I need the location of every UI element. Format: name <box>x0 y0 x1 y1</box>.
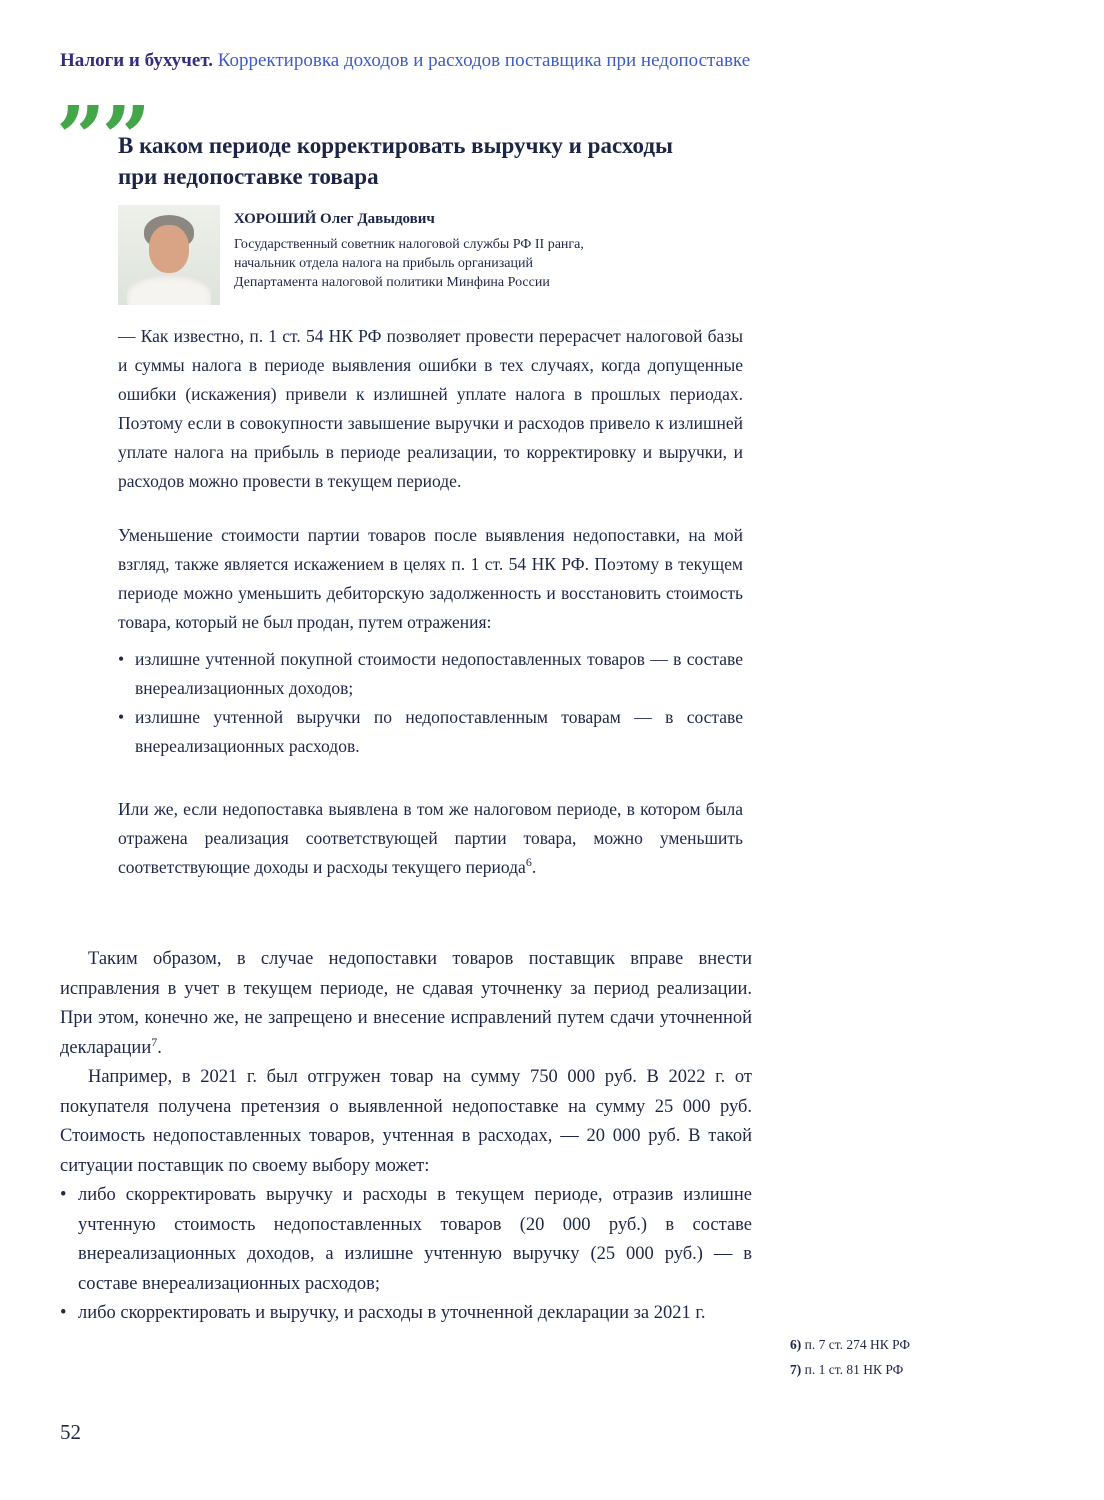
expert-credential-line2: начальник отдела налога на прибыль организаций <box>234 256 533 271</box>
main-paragraph-1-text: Таким образом, в случае недопоставки товаров поставщик вправе внести исправления в учет в текущем периоде, не сдавая уточненку за период реализации. При этом, конечно же, не запрещено и внесение исправлений путем сдачи уточненной декларации <box>60 949 752 1058</box>
answer-paragraph-3-text: Или же, если недопоставка выявлена в том же налоговом периоде, в котором была отражена реализация соответствующей партии товара, можно уменьшить соответствующие доходы и расходы текущего периода <box>118 799 743 877</box>
footnote-7-text: п. 1 ст. 81 НК РФ <box>801 1362 904 1377</box>
main-text-block <box>60 945 752 1329</box>
footnote-6-text: п. 7 ст. 274 НК РФ <box>801 1337 911 1352</box>
answer-bullet-item: • излишне учтенной выручки по недопоставленным товарам — в составе внереализационных расходов. <box>118 703 743 761</box>
expert-info <box>234 205 584 305</box>
article-title-line1: В каком периоде корректировать выручку и расходы <box>118 133 673 158</box>
quote-icon: ”” <box>56 88 147 189</box>
expert-name: ХОРОШИЙ Олег Давыдович <box>234 211 435 227</box>
expert-credential-line1: Государственный советник налоговой службы РФ II ранга, <box>234 237 584 252</box>
main-bullet-list <box>60 1181 752 1329</box>
expert-answer-block <box>118 322 743 882</box>
main-bullet-item: • либо скорректировать выручку и расходы в текущем периоде, отразив излишне учтенную стоимость недопоставленных товаров (20 000 руб.) в составе внереализационных доходов, а излишне учтенную выручку (25 000 руб.) — в составе внереализационных расходов; <box>60 1181 752 1299</box>
header-article-subtitle: Корректировка доходов и расходов поставщика при недопоставке <box>212 50 751 71</box>
page-number: 52 <box>60 1420 81 1444</box>
article-title-line2: при недопоставке товара <box>118 164 379 189</box>
answer-paragraph-3 <box>118 795 743 882</box>
expert-credential-line3: Департамента налоговой политики Минфина России <box>234 275 550 290</box>
main-paragraph-1-period: . <box>157 1037 162 1058</box>
footnote-7-number: 7) <box>790 1362 802 1377</box>
expert-photo-torso <box>127 273 211 305</box>
main-paragraph-2: Например, в 2021 г. был отгружен товар на сумму 750 000 руб. В 2022 г. от покупателя получена претензия о выявленной недопоставке на сумму 25 000 руб. Стоимость недопоставленных товаров, учтенная в расходах, — 20 000 руб. В такой ситуации поставщик по своему выбору может: <box>60 1067 752 1176</box>
footnotes <box>790 1332 910 1382</box>
answer-bullet-list <box>118 645 743 761</box>
footnote-7 <box>790 1357 910 1382</box>
answer-paragraph-2: Уменьшение стоимости партии товаров после выявления недопоставки, на мой взгляд, также является искажением в целях п. 1 ст. 54 НК РФ. Поэтому в текущем периоде можно уменьшить дебиторскую задолженность и восстановить стоимость товара, который не был продан, путем отражения: <box>118 525 743 632</box>
main-bullet-item: • либо скорректировать и выручку, и расходы в уточненной декларации за 2021 г. <box>60 1299 752 1329</box>
answer-paragraph-3-period: . <box>531 857 537 877</box>
magazine-section-title: Налоги и бухучет. <box>60 50 213 71</box>
expert-photo-face <box>149 225 189 273</box>
answer-bullet-item: • излишне учтенной покупной стоимости недопоставленных товаров — в составе внереализационных доходов; <box>118 645 743 703</box>
expert-photo <box>118 205 220 305</box>
answer-paragraph-1: — Как известно, п. 1 ст. 54 НК РФ позволяет провести перерасчет налоговой базы и суммы налога в периоде выявления ошибки в тех случаях, когда допущенные ошибки (искажения) привели к излишней уплате налога в прошлых периодах. Поэтому если в совокупности завышение выручки и расходов привело к излишней уплате налога на прибыль в периоде реализации, то корректировку и выручки, и расходов можно провести в текущем периоде. <box>118 326 743 491</box>
expert-block <box>118 205 584 305</box>
footnote-6 <box>790 1332 910 1357</box>
main-paragraph-1 <box>60 945 752 1063</box>
article-title <box>118 130 673 192</box>
footnote-ref-6: 6 <box>525 855 532 870</box>
footnote-6-number: 6) <box>790 1337 802 1352</box>
footnote-ref-7: 7 <box>151 1034 158 1049</box>
page-header <box>60 50 750 72</box>
